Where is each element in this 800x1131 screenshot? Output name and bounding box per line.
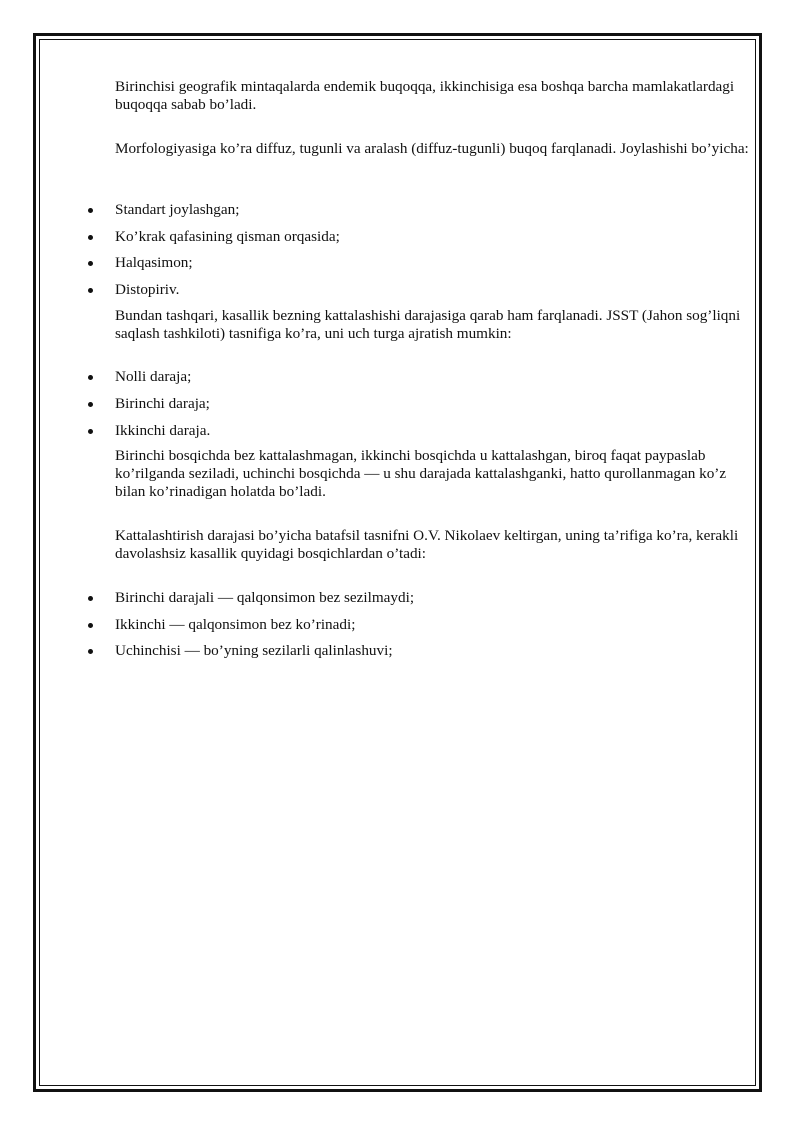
list-item: Ko’krak qafasining qisman orqasida; [88, 228, 748, 246]
list-item: Halqasimon; [88, 254, 748, 272]
list-item: Uchinchisi — bo’yning sezilarli qalinlashuvi; [88, 642, 748, 660]
list-item: Birinchi daraja; [88, 395, 748, 413]
bullet-icon [88, 429, 93, 434]
paragraph-nikolaev: Kattalashtirish darajasi bo’yicha batafsil tasnifni O.V. Nikolaev keltirgan, uning ta’rifiga ko’ra, kerakli davolashsiz kasallik quyidagi bosqichlardan o’tadi: [115, 527, 739, 562]
bullet-icon [88, 288, 93, 293]
bullet-icon [88, 623, 93, 628]
list-item: Ikkinchi daraja. [88, 422, 748, 440]
bullet-icon [88, 375, 93, 380]
paragraph-goiter-causes: Birinchisi geografik mintaqalarda endemik buqoqqa, ikkinchisiga esa boshqa barcha mamlakatlardagi buqoqqa sabab bo’ladi. [115, 78, 735, 113]
bullet-icon [88, 261, 93, 266]
bullet-icon [88, 208, 93, 213]
list-item: Nolli daraja; [88, 368, 748, 386]
list-item: Ikkinchi — qalqonsimon bez ko’rinadi; [88, 616, 748, 634]
list-item: Distopiriv. [88, 281, 748, 299]
bullet-icon [88, 649, 93, 654]
bullet-icon [88, 596, 93, 601]
list-item: Standart joylashgan; [88, 201, 748, 219]
paragraph-stage-description: Birinchi bosqichda bez kattalashmagan, ikkinchi bosqichda u kattalashgan, biroq faqat paypaslab ko’rilganda seziladi, uchinchi bosqichda — u shu darajada kattalashganki, hatto qurollanmagan ko’z bilan ko’rinadigan holatda bo’ladi. [115, 447, 727, 500]
paragraph-who-classification: Bundan tashqari, kasallik bezning kattalashishi darajasiga qarab ham farqlanadi. JSST (Jahon sog’liqni saqlash tashkiloti) tasnifiga ko’ra, uni uch turga ajratish mumkin: [115, 307, 741, 342]
list-item: Birinchi darajali — qalqonsimon bez sezilmaydi; [88, 589, 748, 607]
bullet-icon [88, 402, 93, 407]
paragraph-morphology: Morfologiyasiga ko’ra diffuz, tugunli va aralash (diffuz-tugunli) buqoq farqlanadi. Joylashishi bo’yicha: [115, 140, 749, 157]
bullet-icon [88, 235, 93, 240]
